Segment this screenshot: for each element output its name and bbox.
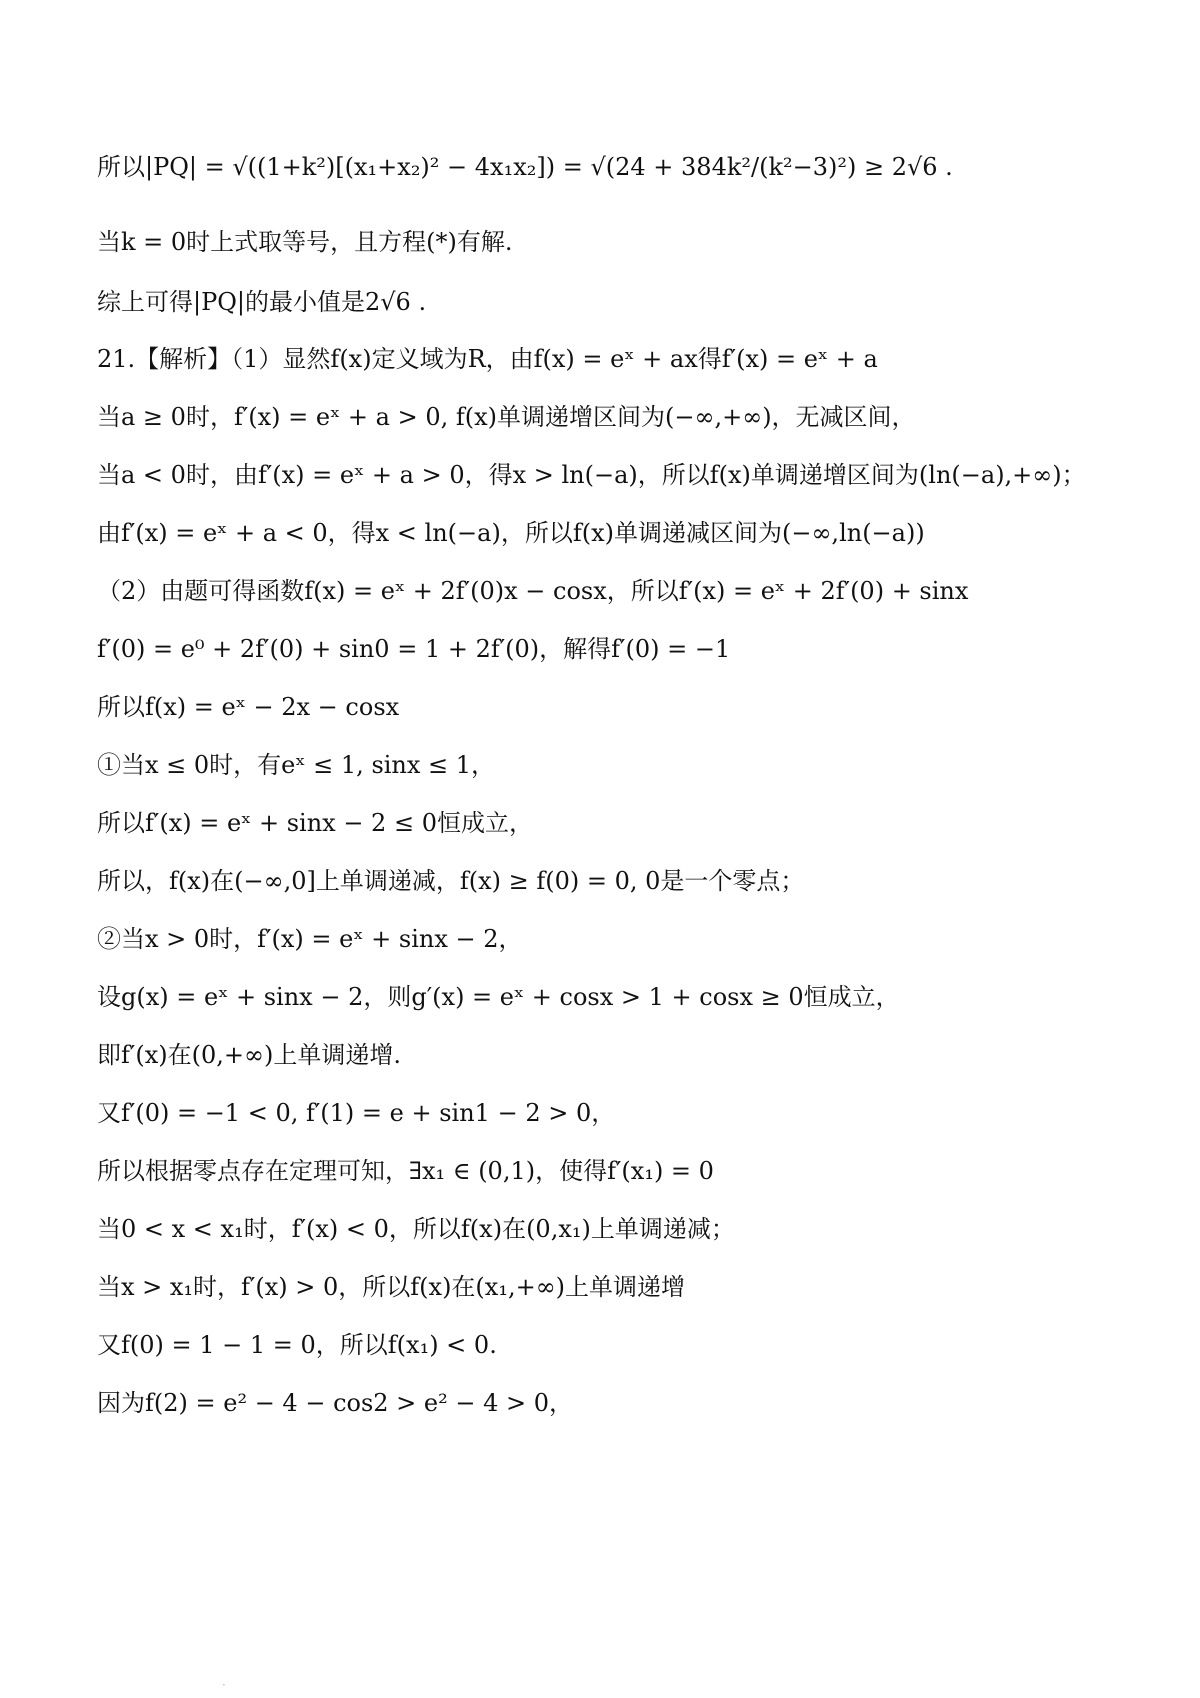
text-line: 所以，f(x)在(−∞,0]上单调递减，f(x) ≥ f(0) = 0, 0是一个零点； xyxy=(97,867,805,895)
text-line: （2）由题可得函数f(x) = eˣ + 2f′(0)x − cosx，所以f′(x) = eˣ + 2f′(0) + sinx xyxy=(97,577,969,605)
page-mark: · xyxy=(222,1678,226,1692)
text-line: 所以f(x) = eˣ − 2x − cosx xyxy=(97,693,400,721)
text-line: ②当x > 0时，f′(x) = eˣ + sinx − 2， xyxy=(97,925,523,953)
text-line: 即f′(x)在(0,+∞)上单调递增. xyxy=(97,1041,401,1069)
text-line: 综上可得|PQ|的最小值是2√6 . xyxy=(97,288,427,316)
text-line: 所以根据零点存在定理可知，∃x₁ ∈ (0,1)，使得f′(x₁) = 0 xyxy=(97,1157,714,1185)
text-line: 当x > x₁时，f′(x) > 0，所以f(x)在(x₁,+∞)上单调递增 xyxy=(97,1273,686,1301)
text-line: 21.【解析】（1）显然f(x)定义域为R，由f(x) = eˣ + ax得f′(x) = eˣ + a xyxy=(97,345,878,373)
text-line: f′(0) = e⁰ + 2f′(0) + sin0 = 1 + 2f′(0)，解得f′(0) = −1 xyxy=(97,635,731,663)
text-line: 所以|PQ| = √((1+k²)[(x₁+x₂)² − 4x₁x₂]) = √(24 + 384k²/(k²−3)²) ≥ 2√6 . xyxy=(97,153,953,181)
text-line: 所以f′(x) = eˣ + sinx − 2 ≤ 0恒成立， xyxy=(97,809,533,837)
text-line: ①当x ≤ 0时，有eˣ ≤ 1, sinx ≤ 1， xyxy=(97,751,496,779)
text-line: 由f′(x) = eˣ + a < 0，得x < ln(−a)，所以f(x)单调递减区间为(−∞,ln(−a)) xyxy=(97,519,925,547)
text-line: 当a < 0时，由f′(x) = eˣ + a > 0，得x > ln(−a)，所以f(x)单调递增区间为(ln(−a),+∞)； xyxy=(97,461,1086,489)
text-line: 当k = 0时上式取等号，且方程(*)有解. xyxy=(97,228,513,256)
text-line: 当a ≥ 0时，f′(x) = eˣ + a > 0, f(x)单调递增区间为(−∞,+∞)，无减区间， xyxy=(97,403,916,431)
text-line: 设g(x) = eˣ + sinx − 2，则g′(x) = eˣ + cosx > 1 + cosx ≥ 0恒成立， xyxy=(97,983,900,1011)
text-line: 又f(0) = 1 − 1 = 0，所以f(x₁) < 0. xyxy=(97,1331,497,1359)
text-line: 又f′(0) = −1 < 0, f′(1) = e + sin1 − 2 > 0， xyxy=(97,1099,616,1127)
text-line: 因为f(2) = e² − 4 − cos2 > e² − 4 > 0， xyxy=(97,1389,574,1417)
text-line: 当0 < x < x₁时，f′(x) < 0，所以f(x)在(0,x₁)上单调递减； xyxy=(97,1215,735,1243)
